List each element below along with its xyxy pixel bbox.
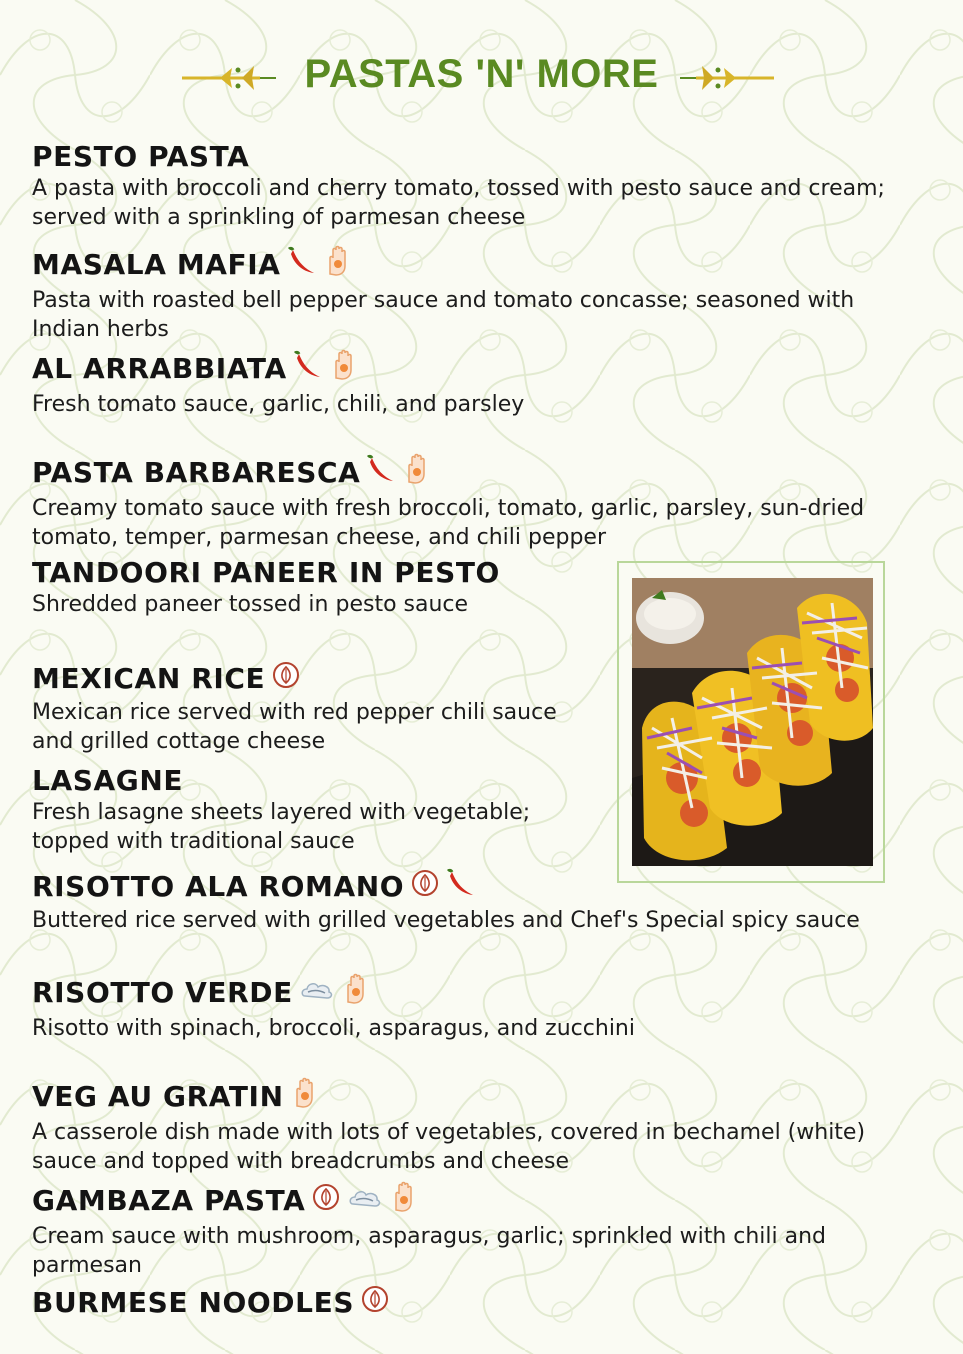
menu-item	[32, 244, 912, 344]
menu-item-name-text: PASTA BARBARESCA	[32, 456, 361, 489]
page-title: PASTAS 'N' MORE	[304, 52, 659, 96]
menu-item	[32, 348, 912, 419]
menu-item-description: Pasta with roasted bell pepper sauce and tomato concasse; seasoned with Indian herbs	[32, 288, 855, 342]
garlic-icon	[410, 868, 440, 906]
garlic-icon	[311, 1182, 341, 1220]
chili-icon	[293, 350, 323, 388]
menu-item	[32, 660, 592, 756]
menu-item-name	[32, 764, 592, 798]
menu-item-name	[32, 140, 912, 174]
menu-item-name-text: LASAGNE	[32, 764, 184, 797]
tacos-photo	[632, 578, 873, 866]
ornament-right-icon	[676, 60, 776, 96]
menu-item-description: Fresh lasagne sheets layered with vegetable; topped with traditional sauce	[32, 800, 531, 854]
menu-item	[32, 1284, 912, 1322]
menu-item	[32, 140, 912, 232]
garlic-icon	[360, 1284, 390, 1322]
menu-item-name	[32, 1284, 912, 1322]
menu-item-name	[32, 1076, 912, 1118]
hand-icon	[329, 348, 359, 390]
menu-item-description: Shredded paneer tossed in pesto sauce	[32, 592, 469, 617]
menu-item-name-text: RISOTTO VERDE	[32, 976, 293, 1009]
chili-icon	[366, 454, 396, 492]
garlic-icon	[271, 660, 301, 698]
menu-item-name-text: PESTO PASTA	[32, 140, 250, 173]
menu-item-description: Risotto with spinach, broccoli, asparagus, and zucchini	[32, 1016, 635, 1041]
menu-item-name-text: RISOTTO ALA ROMANO	[32, 870, 405, 903]
menu-item-description: Cream sauce with mushroom, asparagus, garlic; sprinkled with chili and parmesan	[32, 1224, 827, 1278]
hand-icon	[323, 244, 353, 286]
menu-item	[32, 1076, 912, 1176]
menu-item-name	[32, 972, 912, 1014]
cloud-icon	[299, 976, 335, 1010]
hand-icon	[341, 972, 371, 1014]
menu-item	[32, 556, 592, 619]
menu-item-name	[32, 660, 592, 698]
menu-item-name-text: VEG AU GRATIN	[32, 1080, 284, 1113]
menu-item-name	[32, 556, 592, 590]
menu-item-name-text: TANDOORI PANEER IN PESTO	[32, 556, 500, 589]
menu-item-description: Buttered rice served with grilled vegetables and Chef's Special spicy sauce	[32, 908, 860, 933]
menu-item	[32, 1180, 912, 1280]
hand-icon	[402, 452, 432, 494]
menu-item-description: Mexican rice served with red pepper chili sauce and grilled cottage cheese	[32, 700, 557, 754]
menu-item-name-text: MASALA MAFIA	[32, 248, 281, 281]
menu-item	[32, 764, 592, 856]
menu-item	[32, 972, 912, 1043]
chili-icon	[446, 868, 476, 906]
menu-item-name	[32, 348, 912, 390]
menu-item-description: A pasta with broccoli and cherry tomato, tossed with pesto sauce and cream; served with a sprinkling of parmesan cheese	[32, 176, 885, 230]
menu-item	[32, 452, 912, 552]
menu-item-description: Fresh tomato sauce, garlic, chili, and parsley	[32, 392, 525, 417]
chili-icon	[287, 246, 317, 284]
menu-item-name	[32, 244, 912, 286]
menu-item-name-text: AL ARRABBIATA	[32, 352, 287, 385]
menu-item-description: Creamy tomato sauce with fresh broccoli, tomato, garlic, parsley, sun-dried tomato, temper, parmesan cheese, and chili pepper	[32, 496, 865, 550]
menu-item-name-text: GAMBAZA PASTA	[32, 1184, 306, 1217]
menu-item-name	[32, 452, 912, 494]
cloud-icon	[347, 1184, 383, 1218]
menu-item-description: A casserole dish made with lots of vegetables, covered in bechamel (white) sauce and topped with breadcrumbs and cheese	[32, 1120, 866, 1174]
hand-icon	[389, 1180, 419, 1222]
menu-item-name	[32, 1180, 912, 1222]
hand-icon	[290, 1076, 320, 1118]
menu-item-name-text: BURMESE NOODLES	[32, 1286, 355, 1319]
menu-item-name-text: MEXICAN RICE	[32, 662, 266, 695]
